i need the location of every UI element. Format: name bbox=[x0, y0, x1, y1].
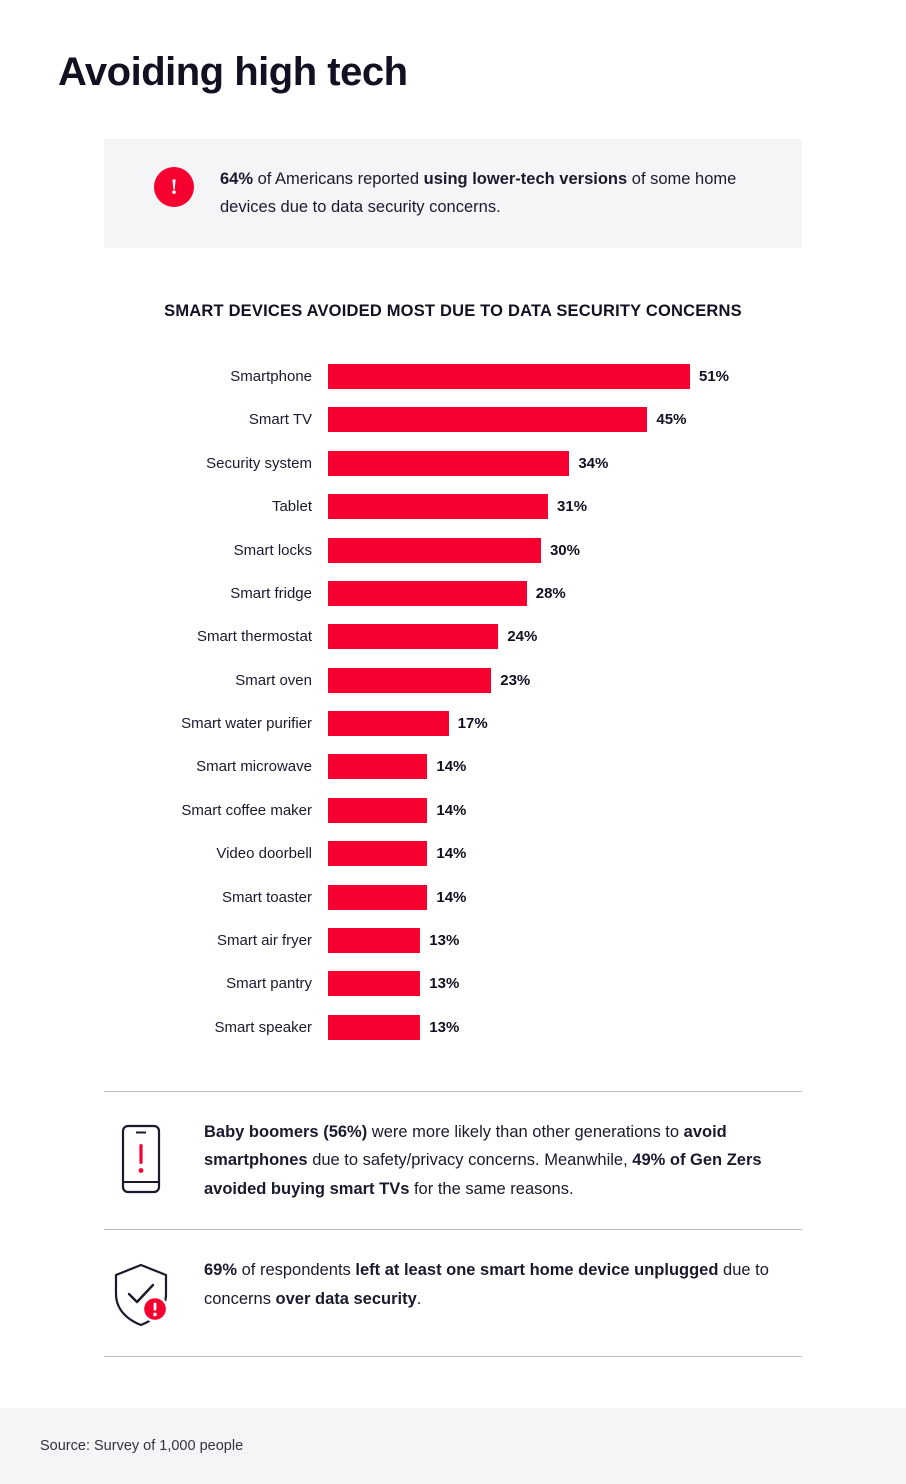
chart-bar-area bbox=[328, 1015, 846, 1040]
chart-bar bbox=[328, 754, 427, 779]
body-text: due to concerns bbox=[204, 1261, 769, 1308]
chart-bar bbox=[328, 581, 527, 606]
chart-bar bbox=[328, 407, 647, 432]
chart-row bbox=[60, 962, 846, 1005]
chart-row-label: Smart speaker bbox=[214, 1018, 312, 1036]
chart-row-label: Smart toaster bbox=[221, 888, 312, 906]
note-item bbox=[104, 1230, 802, 1356]
chart-bar-value: 28% bbox=[535, 584, 566, 602]
exclamation-glyph: ! bbox=[170, 174, 178, 199]
chart-title: SMART DEVICES AVOIDED MOST DUE TO DATA SECURITY CONCERNS bbox=[164, 301, 742, 320]
chart-bar-value: 24% bbox=[507, 628, 538, 646]
chart-bar-area bbox=[328, 364, 846, 389]
chart-bar-area bbox=[328, 885, 846, 910]
chart-row-label: Smart microwave bbox=[196, 758, 312, 776]
chart-row-label: Smart fridge bbox=[230, 584, 312, 602]
note-text bbox=[204, 1256, 802, 1313]
exclamation-circle-icon bbox=[154, 167, 194, 207]
footer-bar bbox=[0, 1408, 906, 1484]
emphasis-text: avoid smartphones bbox=[204, 1123, 727, 1170]
chart-row-label: Smart pantry bbox=[226, 975, 312, 993]
note-item bbox=[104, 1092, 802, 1229]
chart-row bbox=[60, 658, 846, 701]
shield-check-alert-icon bbox=[104, 1256, 178, 1330]
body-text: . bbox=[496, 198, 501, 217]
emphasis-text: left at least one smart home device unplugged bbox=[355, 1261, 719, 1280]
chart-row-label: Tablet bbox=[271, 498, 312, 516]
chart-bar bbox=[328, 711, 449, 736]
chart-bar-value: 14% bbox=[436, 758, 467, 776]
chart-bar bbox=[328, 624, 498, 649]
chart-bar-area bbox=[328, 451, 846, 476]
emphasis-text: using lower-tech versions bbox=[423, 170, 628, 188]
chart-bar-area bbox=[328, 928, 846, 953]
chart-row-label: Video doorbell bbox=[216, 845, 312, 863]
chart-row bbox=[60, 398, 846, 441]
chart-bar-area bbox=[328, 798, 846, 823]
chart-bar-value: 14% bbox=[436, 888, 467, 906]
chart-row bbox=[60, 875, 846, 918]
body-text: for the same reasons. bbox=[409, 1179, 574, 1198]
callout-panel bbox=[104, 139, 802, 248]
chart-bar-value: 31% bbox=[557, 498, 588, 516]
source-text: Source: Survey of 1,000 people bbox=[40, 1438, 244, 1454]
chart-bar-value: 17% bbox=[457, 715, 488, 733]
chart-bar-value: 13% bbox=[429, 975, 460, 993]
chart-bar bbox=[328, 971, 420, 996]
chart-bar-value: 13% bbox=[429, 1018, 460, 1036]
chart-row bbox=[60, 485, 846, 528]
chart-bar-area bbox=[328, 624, 846, 649]
chart-bar-area bbox=[328, 538, 846, 563]
chart-bar-area bbox=[328, 407, 846, 432]
body-text: of respondents bbox=[237, 1261, 356, 1280]
chart-row-label: Smart water purifier bbox=[181, 715, 312, 733]
notes-section bbox=[104, 1091, 802, 1357]
chart-bar-value: 14% bbox=[436, 801, 467, 819]
chart-row bbox=[60, 702, 846, 745]
chart-bar bbox=[328, 364, 690, 389]
chart-row-label: Smart TV bbox=[248, 411, 312, 429]
chart-bar bbox=[328, 1015, 420, 1040]
body-text: due to safety/privacy concerns. Meanwhile, bbox=[307, 1151, 633, 1170]
chart-bar-area bbox=[328, 494, 846, 519]
chart-bar bbox=[328, 798, 427, 823]
chart-row bbox=[60, 919, 846, 962]
chart-row bbox=[60, 615, 846, 658]
chart-row bbox=[60, 832, 846, 875]
chart-bar bbox=[328, 494, 548, 519]
chart-bar bbox=[328, 885, 427, 910]
chart-row-label: Security system bbox=[206, 454, 312, 472]
note-text bbox=[204, 1118, 802, 1203]
chart-bar-value: 45% bbox=[656, 411, 687, 429]
chart-row bbox=[60, 572, 846, 615]
chart-bar bbox=[328, 451, 569, 476]
body-text: were more likely than other generations to bbox=[367, 1123, 684, 1141]
chart-bar-value: 51% bbox=[699, 367, 730, 385]
body-text: . bbox=[416, 1289, 422, 1308]
emphasis-text: 64% bbox=[220, 170, 254, 188]
chart-bar bbox=[328, 841, 427, 866]
chart-bar-area bbox=[328, 971, 846, 996]
callout-text bbox=[220, 165, 760, 222]
chart-bar-area bbox=[328, 711, 846, 736]
emphasis-text: 49% of Gen Zers avoided buying smart TVs bbox=[204, 1151, 762, 1198]
chart-row-label: Smart thermostat bbox=[196, 628, 312, 646]
chart-bar-area bbox=[328, 754, 846, 779]
chart-row bbox=[60, 1006, 846, 1049]
chart-bar-value: 13% bbox=[429, 932, 460, 950]
chart-row bbox=[60, 789, 846, 832]
bar-chart bbox=[0, 355, 906, 1049]
chart-bar-area bbox=[328, 668, 846, 693]
chart-bar-area bbox=[328, 581, 846, 606]
chart-row-label: Smart coffee maker bbox=[181, 801, 312, 819]
emphasis-text: Baby boomers (56%) bbox=[204, 1123, 368, 1141]
page-title: Avoiding high tech bbox=[58, 50, 408, 94]
chart-bar-value: 14% bbox=[436, 845, 467, 863]
chart-row-label: Smart locks bbox=[233, 541, 312, 559]
chart-bar bbox=[328, 668, 491, 693]
chart-bar-area bbox=[328, 841, 846, 866]
chart-row bbox=[60, 442, 846, 485]
body-text: of some home devices due to data security concerns bbox=[220, 170, 737, 217]
phone-alert-icon bbox=[104, 1118, 178, 1196]
chart-row bbox=[60, 355, 846, 398]
chart-bar-value: 30% bbox=[549, 541, 580, 559]
chart-row-label: Smart oven bbox=[235, 671, 312, 689]
divider-bottom bbox=[104, 1356, 802, 1357]
emphasis-text: over data security bbox=[275, 1289, 417, 1308]
chart-row-label: Smart air fryer bbox=[216, 932, 312, 950]
chart-bar bbox=[328, 928, 420, 953]
chart-row bbox=[60, 528, 846, 571]
body-text: of Americans reported bbox=[253, 170, 424, 188]
chart-bar-value: 23% bbox=[500, 671, 531, 689]
chart-bar bbox=[328, 538, 541, 563]
emphasis-text: 69% bbox=[204, 1261, 238, 1280]
chart-row bbox=[60, 745, 846, 788]
chart-bar-value: 34% bbox=[578, 454, 609, 472]
chart-row-label: Smartphone bbox=[230, 367, 312, 385]
